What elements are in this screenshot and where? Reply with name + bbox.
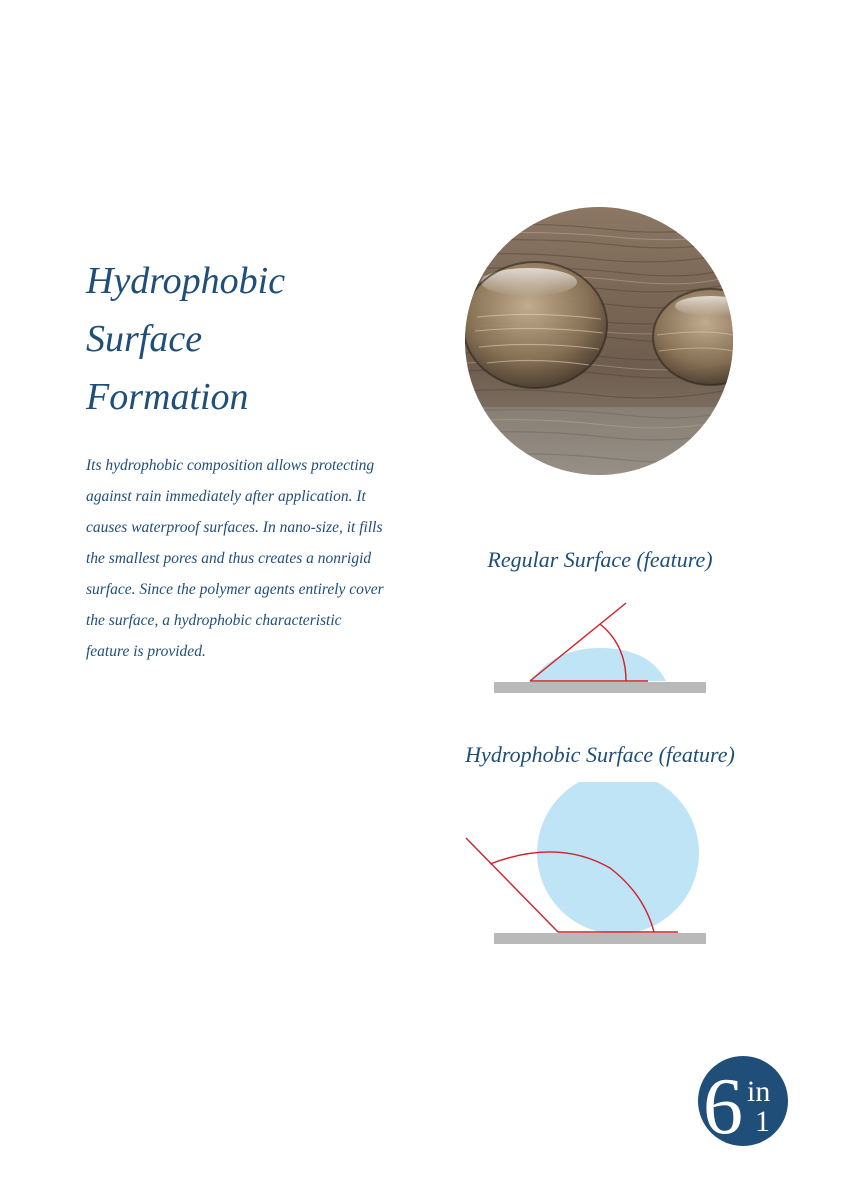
title-line-3: Formation — [86, 376, 249, 418]
title-line-1: Hydrophobic — [86, 260, 286, 302]
description-paragraph: Its hydrophobic composition allows protecting against rain immediately after application. It causes waterproof surfaces. In nano-size, it fills the smallest pores and thus creates a nonrigid surface. Since the polymer agents entirely cover the surface, a hydrophobic characteristic feature is provided. — [86, 457, 384, 660]
logo-word: in — [747, 1075, 771, 1108]
regular-surface-base — [494, 682, 706, 693]
water-droplets-on-wood-photo — [465, 207, 733, 475]
logo-digit: 1 — [755, 1105, 770, 1138]
regular-surface-caption: Regular Surface (feature) — [487, 547, 713, 572]
logo-numeral: 6 — [703, 1063, 743, 1147]
hydrophobic-surface-caption: Hydrophobic Surface (feature) — [465, 742, 735, 767]
6in1-logo — [697, 1055, 789, 1147]
hydrophobic-surface-diagram — [460, 782, 720, 952]
hydrophobic-surface-base — [494, 933, 706, 944]
hydrophobic-droplet — [537, 782, 699, 934]
page-title — [86, 252, 426, 426]
regular-surface-diagram — [460, 595, 720, 705]
title-line-2: Surface — [86, 318, 203, 360]
